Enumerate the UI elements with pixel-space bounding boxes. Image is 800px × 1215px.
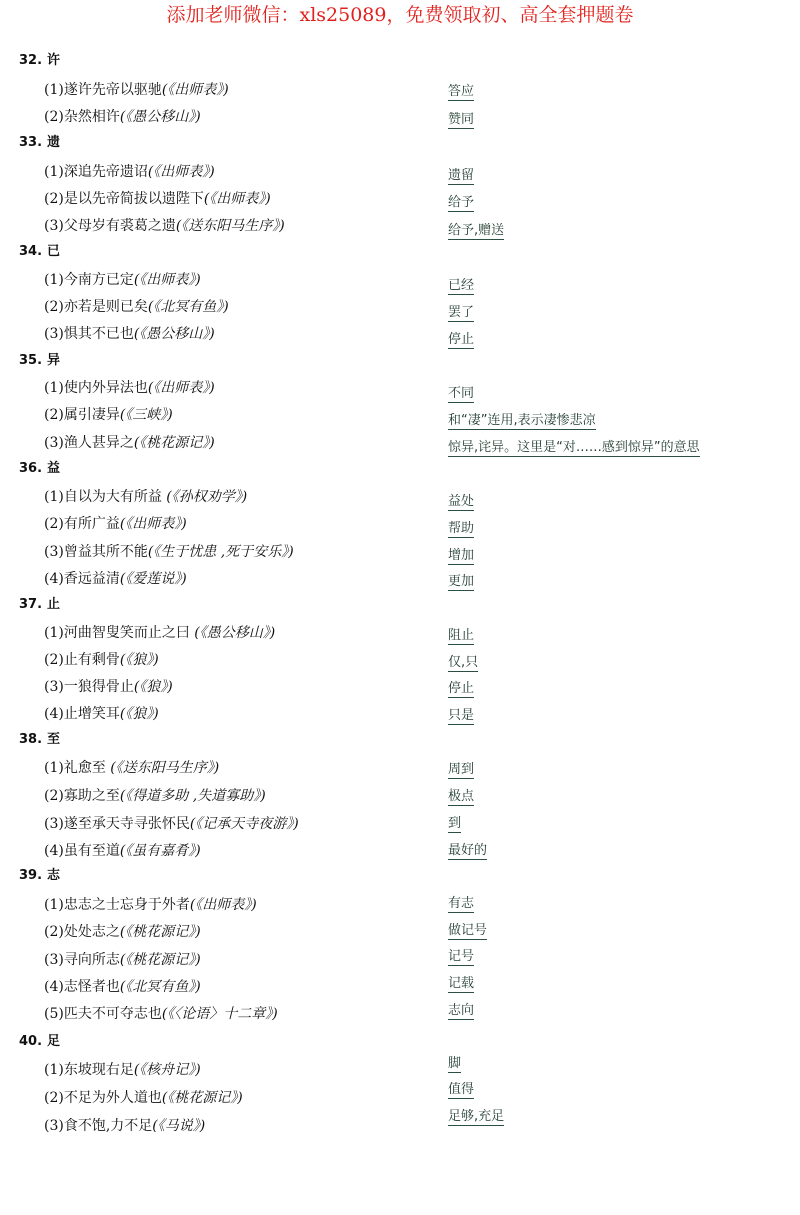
sentence-text: (2)亦若是则已矣	[44, 299, 148, 315]
example-sentence	[44, 379, 215, 397]
word-meaning: 罢了	[448, 305, 475, 320]
sentence-source: (《出师表》)	[203, 191, 271, 207]
entry-character: 已	[47, 244, 61, 259]
sentence-source: (《送东阳马生序》)	[175, 218, 285, 234]
entry-character: 足	[47, 1034, 61, 1049]
word-meaning: 遗留	[448, 168, 475, 183]
sentence-text: (3)食不饱,力不足	[44, 1118, 153, 1134]
sentence-source: (《生于忧患 ,死于安乐》)	[147, 544, 294, 560]
entry-number: 40.	[19, 1034, 43, 1049]
word-meaning: 只是	[448, 708, 475, 723]
example-sentence	[44, 190, 271, 208]
example-sentence	[44, 570, 187, 588]
word-meaning: 极点	[448, 789, 475, 804]
example-sentence	[44, 515, 187, 533]
entry-character: 遗	[47, 135, 61, 150]
entry-number: 33.	[19, 135, 43, 150]
sentence-text: (4)虽有至道	[44, 843, 120, 859]
word-meaning: 惊异,诧异。这里是“对……感到惊异”的意思	[448, 440, 700, 455]
entry-heading	[19, 52, 60, 70]
example-sentence	[44, 81, 229, 99]
entry-character: 异	[47, 353, 61, 368]
sentence-source: (《狼》)	[119, 706, 159, 722]
sentence-source: (《马说》)	[152, 1118, 206, 1134]
sentence-source: (《桃花源记》)	[133, 435, 215, 451]
entry-character: 益	[47, 461, 61, 476]
sentence-source: (《出师表》)	[189, 897, 257, 913]
sentence-text: (1)今南方已定	[44, 272, 134, 288]
word-meaning: 值得	[448, 1082, 475, 1097]
example-sentence	[44, 406, 173, 424]
entry-number: 32.	[19, 53, 43, 68]
example-sentence	[44, 896, 257, 914]
sentence-text: (2)杂然相许	[44, 109, 120, 125]
sentence-text: (2)有所广益	[44, 516, 120, 532]
sentence-source: (《愚公移山》)	[189, 625, 276, 641]
sentence-text: (3)曾益其所不能	[44, 544, 148, 560]
sentence-text: (1)自以为大有所益	[44, 489, 162, 505]
sentence-text: (4)止增笑耳	[44, 706, 120, 722]
promo-banner: 添加老师微信：xls25089，免费领取初、高全套押题卷	[166, 4, 634, 26]
example-sentence	[44, 434, 215, 452]
example-sentence	[44, 325, 215, 343]
example-sentence	[44, 163, 215, 181]
entry-character: 至	[47, 732, 61, 747]
entry-number: 39.	[19, 868, 43, 883]
entry-heading	[19, 1033, 60, 1051]
sentence-source: (《孙权劝学》)	[161, 489, 248, 505]
word-meaning: 帮助	[448, 521, 475, 536]
word-meaning: 给予	[448, 195, 475, 210]
example-sentence	[44, 271, 201, 289]
sentence-source: (《三峡》)	[119, 407, 173, 423]
example-sentence	[44, 705, 159, 723]
entry-number: 34.	[19, 244, 43, 259]
sentence-text: (3)寻向所志	[44, 952, 120, 968]
sentence-text: (4)香远益清	[44, 571, 120, 587]
sentence-source: (《愚公移山》)	[119, 109, 201, 125]
sentence-text: (5)匹夫不可夺志也	[44, 1006, 162, 1022]
word-meaning: 赞同	[448, 112, 475, 127]
example-sentence	[44, 951, 201, 969]
sentence-source: (《爱莲说》)	[119, 571, 187, 587]
entry-number: 35.	[19, 353, 43, 368]
word-meaning: 志向	[448, 1003, 475, 1018]
entry-character: 许	[47, 53, 61, 68]
sentence-text: (1)河曲智叟笑而止之曰	[44, 625, 190, 641]
sentence-source: (《狼》)	[133, 679, 173, 695]
example-sentence	[44, 1005, 278, 1023]
word-meaning: 最好的	[448, 843, 488, 858]
word-meaning: 更加	[448, 574, 475, 589]
entry-character: 止	[47, 597, 61, 612]
entry-heading	[19, 352, 60, 370]
sentence-text: (3)一狼得骨止	[44, 679, 134, 695]
sentence-text: (2)止有剩骨	[44, 652, 120, 668]
sentence-text: (2)属引凄异	[44, 407, 120, 423]
word-meaning: 答应	[448, 84, 475, 99]
example-sentence	[44, 488, 247, 506]
word-meaning: 阻止	[448, 628, 475, 643]
example-sentence	[44, 815, 299, 833]
example-sentence	[44, 217, 285, 235]
entry-number: 37.	[19, 597, 43, 612]
sentence-source: (《北冥有鱼》)	[119, 979, 201, 995]
word-meaning: 已经	[448, 278, 475, 293]
sentence-source: (《桃花源记》)	[161, 1090, 243, 1106]
entry-number: 38.	[19, 732, 43, 747]
example-sentence	[44, 759, 219, 777]
sentence-text: (3)遂至承天寺寻张怀民	[44, 816, 190, 832]
example-sentence	[44, 923, 201, 941]
example-sentence	[44, 842, 201, 860]
word-meaning: 和“凄”连用,表示凄惨悲凉	[448, 413, 596, 428]
sentence-text: (1)深追先帝遗诏	[44, 164, 148, 180]
word-meaning: 不同	[448, 386, 475, 401]
entry-number: 36.	[19, 461, 43, 476]
entry-character: 志	[47, 868, 61, 883]
sentence-source: (《愚公移山》)	[133, 326, 215, 342]
example-sentence	[44, 543, 294, 561]
word-meaning: 给予,赠送	[448, 223, 505, 238]
entry-heading	[19, 243, 60, 261]
word-meaning: 记载	[448, 976, 475, 991]
sentence-source: (《送东阳马生序》)	[105, 760, 220, 776]
sentence-text: (3)渔人甚异之	[44, 435, 134, 451]
entry-heading	[19, 460, 60, 478]
example-sentence	[44, 1089, 243, 1107]
entry-heading	[19, 867, 60, 885]
word-meaning: 脚	[448, 1056, 462, 1071]
word-meaning: 益处	[448, 494, 475, 509]
sentence-text: (1)遂许先帝以驱驰	[44, 82, 162, 98]
word-meaning: 增加	[448, 548, 475, 563]
sentence-text: (1)忠志之士忘身于外者	[44, 897, 190, 913]
entry-heading	[19, 596, 60, 614]
sentence-text: (3)惧其不已也	[44, 326, 134, 342]
sentence-text: (2)不足为外人道也	[44, 1090, 162, 1106]
word-meaning: 记号	[448, 949, 475, 964]
sentence-text: (2)是以先帝简拔以遗陛下	[44, 191, 204, 207]
example-sentence	[44, 651, 159, 669]
sentence-source: (《出师表》)	[147, 380, 215, 396]
sentence-text: (1)礼愈至	[44, 760, 106, 776]
sentence-source: (《北冥有鱼》)	[147, 299, 229, 315]
sentence-text: (1)东坡现右足	[44, 1062, 134, 1078]
example-sentence	[44, 787, 266, 805]
sentence-source: (《记承天寺夜游》)	[189, 816, 299, 832]
word-meaning: 到	[448, 816, 462, 831]
sentence-source: (《〈论语〉十二章》)	[161, 1006, 278, 1022]
sentence-source: (《出师表》)	[161, 82, 229, 98]
example-sentence	[44, 678, 173, 696]
example-sentence	[44, 978, 201, 996]
word-meaning: 足够,充足	[448, 1109, 505, 1124]
entry-heading	[19, 731, 60, 749]
sentence-text: (4)志怪者也	[44, 979, 120, 995]
sentence-text: (2)寡助之至	[44, 788, 120, 804]
word-meaning: 停止	[448, 681, 475, 696]
sentence-source: (《得道多助 ,失道寡助》)	[119, 788, 266, 804]
example-sentence	[44, 1061, 201, 1079]
word-meaning: 做记号	[448, 923, 488, 938]
sentence-text: (1)使内外异法也	[44, 380, 148, 396]
entry-heading	[19, 134, 60, 152]
sentence-source: (《狼》)	[119, 652, 159, 668]
sentence-source: (《核舟记》)	[133, 1062, 201, 1078]
word-meaning: 仅,只	[448, 655, 479, 670]
example-sentence	[44, 298, 229, 316]
sentence-text: (2)处处志之	[44, 924, 120, 940]
sentence-source: (《出师表》)	[147, 164, 215, 180]
sentence-text: (3)父母岁有裘葛之遗	[44, 218, 176, 234]
sentence-source: (《出师表》)	[119, 516, 187, 532]
sentence-source: (《虽有嘉肴》)	[119, 843, 201, 859]
example-sentence	[44, 108, 201, 126]
sentence-source: (《出师表》)	[133, 272, 201, 288]
example-sentence	[44, 1117, 205, 1135]
word-meaning: 有志	[448, 896, 475, 911]
word-meaning: 停止	[448, 332, 475, 347]
example-sentence	[44, 624, 275, 642]
sentence-source: (《桃花源记》)	[119, 924, 201, 940]
word-meaning: 周到	[448, 762, 475, 777]
sentence-source: (《桃花源记》)	[119, 952, 201, 968]
